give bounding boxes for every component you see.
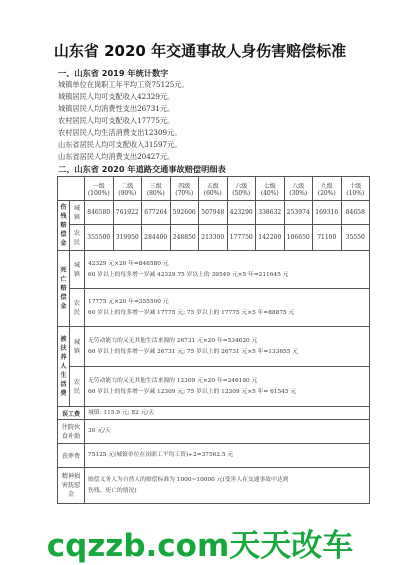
food-label: 住院伙食补助 [58,420,85,444]
grade-header: 七级(40%) [256,177,285,201]
rural-label: 农民 [70,289,85,327]
dependent-urban-row [58,327,370,367]
table-cell: 213300 [199,225,228,251]
grade-header: 六级(50%) [227,177,256,201]
urban-label: 城镇 [70,327,85,367]
rural-label: 农民 [70,225,85,251]
grade-header: 一级(100%) [85,177,114,201]
dependent-label: 被扶养人生活费 [58,327,70,407]
grade-header: 八级(30%) [284,177,313,201]
text-line: 无劳动能力的又无其他生活来源的 26731 元×20 年=534620 元 [88,337,258,344]
table-cell: 319950 [113,225,142,251]
death-urban-row [58,251,370,289]
text-line: 17775 元×20 年=355500 元 [88,298,169,305]
stat-line: 山东省居民人均可支配收入31597元。 [58,140,182,149]
disability-label: 伤残赔偿金 [58,201,70,251]
table-cell: 677264 [142,201,171,225]
mental-row [58,468,370,504]
death-urban-text [85,251,370,289]
stat-line: 城镇单位在岗职工年平均工资75125元。 [58,80,189,89]
disability-urban-row [58,201,370,225]
funeral-value: 75125 元(城镇单位在岗职工平均工资)÷2=37562.5 元 [85,444,370,468]
table-cell: 592606 [170,201,199,225]
dependent-rural-text [85,367,370,407]
stat-line: 城镇居民人均可支配收入42329元。 [58,92,175,101]
table-cell: 284400 [142,225,171,251]
table-cell: 142200 [256,225,285,251]
table-cell: 761922 [113,201,142,225]
grade-header: 十级(10%) [341,177,370,201]
grade-header: 四级(70%) [170,177,199,201]
table-cell: 248850 [170,225,199,251]
food-value: 30 元/天 [85,420,370,444]
text-line: 无劳动能力的又无其他生活来源的 12309 元×20 年=246180 元 [88,377,258,384]
disability-rural-row [58,225,370,251]
text-line: 60 岁以上的每多增一岁减 17775 元; 75 岁以上的 17775 元×5 年=88875 元 [88,309,295,316]
grade-header: 二级(90%) [113,177,142,201]
lost-work-label: 误工费 [58,407,85,420]
urban-label: 城镇 [70,251,85,289]
table-cell: 84658 [341,201,370,225]
table-cell: 177750 [227,225,256,251]
table-cell: 106650 [284,225,313,251]
grade-header: 五级(60%) [199,177,228,201]
table-cell: 507948 [199,201,228,225]
table-cell: 71100 [313,225,342,251]
table-cell: 423290 [227,201,256,225]
urban-label: 城镇 [70,201,85,225]
stat-line: 城镇居民人均消费性支出26731元。 [58,104,175,113]
table-cell: 169316 [313,201,342,225]
table-cell: 35550 [341,225,370,251]
text-line: 42329 元×20 年=846580 元 [88,260,169,267]
stat-line: 农村居民人均生活消费支出12309元。 [58,128,182,137]
table-cell: 355500 [85,225,114,251]
grade-header: 三级(80%) [142,177,171,201]
table-cell: 846580 [85,201,114,225]
stat-line: 农村居民人均可支配收入17775元。 [58,116,175,125]
grade-header: 九级(20%) [313,177,342,201]
dependent-rural-row [58,367,370,407]
grade-header-row [58,177,370,201]
funeral-row [58,444,370,468]
table-cell: 338632 [256,201,285,225]
text-line: 60 岁以上的每多增一岁减 42329 75 岁以上的 39549 元×5 年=211645 元 [88,271,289,278]
rural-label: 农民 [70,367,85,407]
section-heading-statistics: 一、山东省 2019 年统计数字 [58,68,169,78]
lost-work-value: 城镇: 115.9 元; 82 元/天 [85,407,370,420]
document-title: 山东省 2020 年交通事故人身伤害赔偿标准 [53,42,347,60]
text-line: 60 岁以上的每多增一岁减 12309 元; 75 岁以上的 12309 元×5 年= 61545 元 [88,388,297,395]
lost-work-row [58,407,370,420]
stat-line: 山东省居民人均消费支出20427元。 [58,152,175,161]
table-cell: 253974 [284,201,313,225]
mental-text [85,468,370,504]
section-heading-table: 二、山东省 2020 年道路交通事故赔偿明细表 [58,164,226,174]
text-line: 赔偿义务人为自然人的赔偿标准为 1000~10000 元(受害人在交通事故中达到 [88,476,289,483]
mental-label: 精神损害抚慰金 [58,468,85,504]
compensation-table [57,176,370,504]
death-rural-row [58,289,370,327]
text-line: 60 岁以上的每多增一岁减 26731 元; 75 岁以上的 26731 元×5 年=133655 元 [88,348,299,355]
site-watermark: cqzzb.com天天改车 [46,528,354,564]
death-label: 死亡赔偿金 [58,251,70,327]
funeral-label: 丧葬费 [58,444,85,468]
text-line: 伤残、死亡的情况) [88,487,137,494]
food-row [58,420,370,444]
death-rural-text [85,289,370,327]
dependent-urban-text [85,327,370,367]
